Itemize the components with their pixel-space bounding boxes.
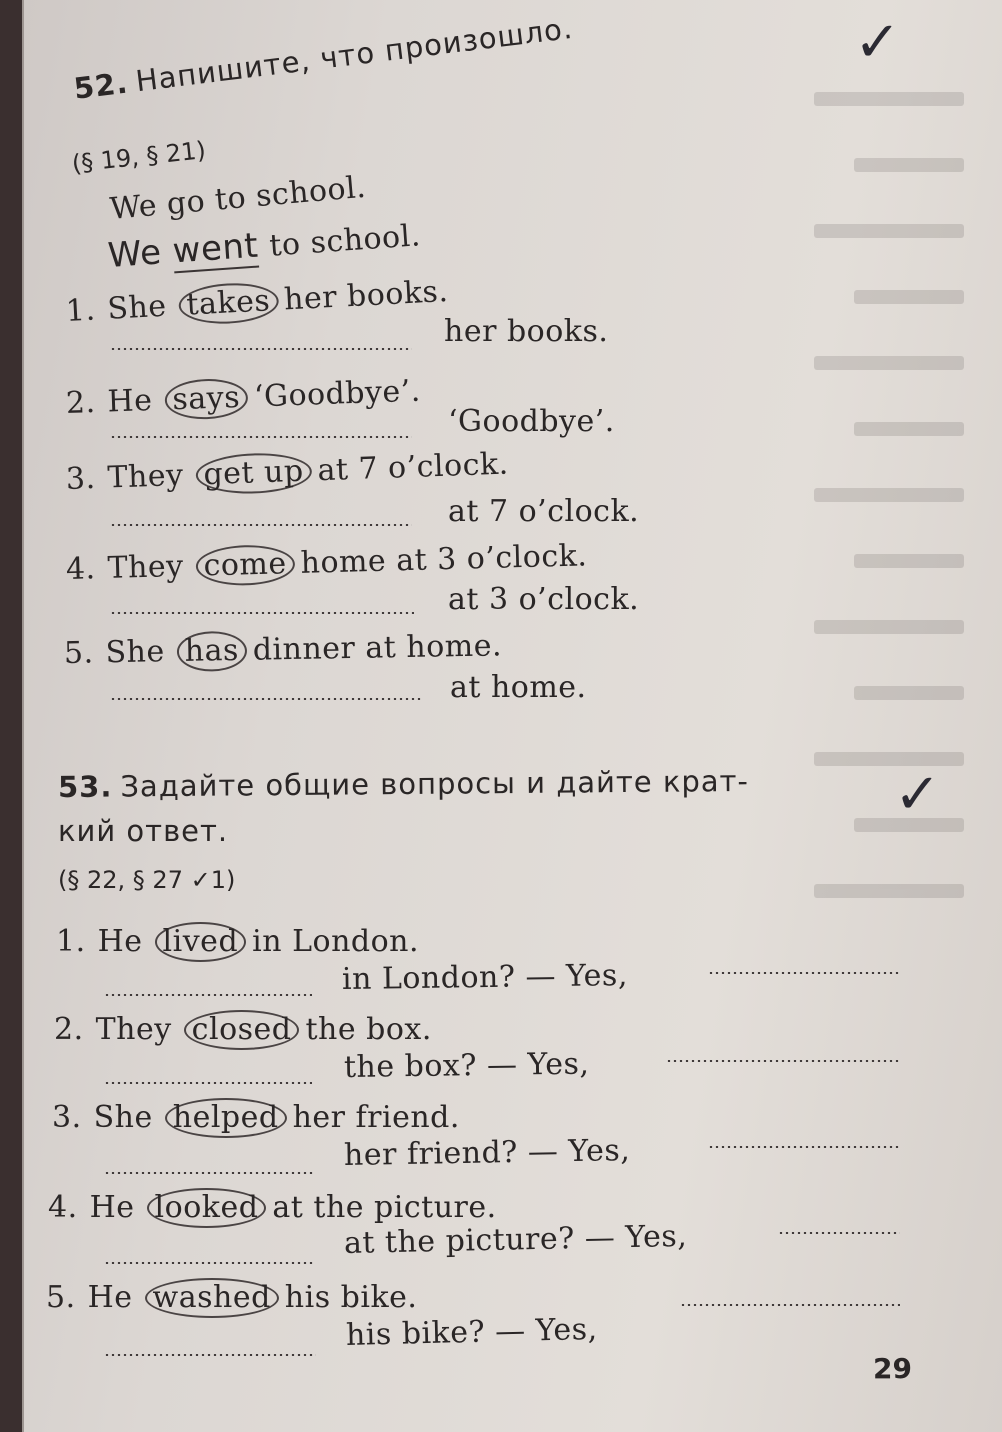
question-blank-53-4[interactable] — [104, 1262, 314, 1264]
item-subject: He — [89, 1190, 135, 1225]
item-number: 3. — [65, 460, 97, 497]
ex52-item-2 — [65, 374, 421, 424]
ex52-item-3 — [65, 447, 509, 500]
item-rest: at the picture. — [272, 1190, 497, 1225]
item-rest: the box. — [305, 1012, 432, 1047]
ex53-item-1-question-end: in London? — Yes, — [341, 958, 629, 997]
ex52-item-1 — [65, 274, 449, 332]
item-verb-circled: says — [164, 378, 249, 421]
question-blank-53-3[interactable] — [104, 1172, 314, 1174]
item-number: 3. — [52, 1100, 82, 1135]
example-rest: to school. — [268, 218, 422, 264]
item-subject: He — [106, 382, 154, 420]
short-answer-blank-53-5[interactable] — [680, 1304, 900, 1306]
item-verb-circled: has — [176, 631, 247, 672]
item-verb-circled: closed — [184, 1010, 300, 1050]
item-subject: They — [95, 1012, 172, 1047]
ex52-item-1-answer-end: her books. — [444, 314, 609, 349]
question-blank-53-2[interactable] — [104, 1082, 312, 1084]
item-subject: She — [105, 634, 166, 671]
item-subject: He — [97, 924, 143, 959]
item-rest: in London. — [252, 924, 420, 959]
answer-blank-52-3[interactable] — [110, 524, 412, 526]
ex52-item-5 — [64, 628, 503, 674]
answer-blank-52-5[interactable] — [110, 698, 422, 700]
answer-blank-52-2[interactable] — [110, 436, 412, 438]
exercise-53-title-line-2: кий ответ. — [58, 814, 229, 848]
item-number: 4. — [48, 1190, 78, 1225]
ex53-item-5 — [46, 1280, 417, 1318]
example-subject: We — [106, 232, 163, 276]
ex53-item-2 — [54, 1012, 432, 1050]
answer-blank-52-4[interactable] — [110, 612, 414, 614]
item-subject: She — [106, 288, 168, 327]
item-subject: They — [107, 548, 185, 586]
item-number: 1. — [56, 924, 86, 959]
page-number: 29 — [873, 1352, 912, 1385]
item-rest: her books. — [283, 273, 450, 318]
item-rest: his bike. — [284, 1280, 418, 1315]
ex52-item-5-answer-end: at home. — [450, 670, 587, 705]
exercise-52-number: 52. — [71, 65, 131, 106]
item-number: 2. — [54, 1012, 84, 1047]
item-verb-circled: helped — [165, 1098, 287, 1138]
item-subject: She — [93, 1100, 153, 1135]
item-subject: They — [106, 457, 185, 496]
example-verb-went: went — [171, 225, 260, 272]
ex53-item-3-question-end: her friend? — Yes, — [343, 1133, 631, 1173]
item-verb-circled: looked — [147, 1188, 267, 1228]
item-subject: He — [87, 1280, 133, 1315]
exercise-52-example-question: We go to school. — [108, 169, 368, 227]
exercise-53-heading — [58, 764, 749, 804]
ex52-item-4-answer-end: at 3 o’clock. — [448, 582, 640, 617]
item-verb-circled: takes — [178, 281, 280, 326]
item-number: 5. — [46, 1280, 76, 1315]
ex52-item-2-answer-end: ‘Goodbye’. — [448, 404, 615, 439]
item-verb-circled: come — [195, 544, 295, 587]
ex53-item-2-question-end: the box? — Yes, — [343, 1046, 590, 1085]
short-answer-blank-53-3[interactable] — [708, 1146, 900, 1148]
item-verb-circled: get up — [195, 451, 312, 495]
item-number: 5. — [63, 635, 94, 671]
answer-blank-52-1[interactable] — [110, 348, 412, 350]
exercise-53-title-line-1: Задайте общие вопросы и дайте крат- — [120, 763, 750, 804]
item-number: 1. — [65, 292, 97, 329]
ex52-item-3-answer-end: at 7 o’clock. — [448, 494, 640, 529]
exercise-53-number: 53. — [57, 769, 113, 804]
bleed-through-text — [794, 40, 984, 940]
item-verb-circled: lived — [155, 922, 247, 962]
exercise-52-reference: (§ 19, § 21) — [70, 136, 208, 178]
ex53-item-1 — [56, 924, 419, 962]
question-blank-53-5[interactable] — [104, 1354, 316, 1356]
short-answer-blank-53-1[interactable] — [708, 972, 900, 974]
item-rest: at 7 o’clock. — [316, 446, 510, 489]
checkmark-icon: ✓ — [894, 762, 941, 827]
exercise-52-heading — [72, 11, 575, 106]
ex53-item-4-question-end: at the picture? — Yes, — [343, 1218, 688, 1261]
question-blank-53-1[interactable] — [104, 994, 312, 996]
item-number: 2. — [65, 384, 97, 421]
item-number: 4. — [65, 551, 97, 587]
exercise-53-reference: (§ 22, § 27 ✓1) — [58, 866, 236, 894]
workbook-page — [22, 0, 1002, 1432]
item-rest: dinner at home. — [252, 628, 503, 668]
exercise-52-example-answer — [107, 214, 422, 276]
ex53-item-5-question-end: his bike? — Yes, — [345, 1311, 598, 1353]
short-answer-blank-53-4[interactable] — [778, 1232, 900, 1234]
item-verb-circled: washed — [145, 1278, 279, 1318]
ex53-item-3 — [52, 1100, 460, 1138]
short-answer-blank-53-2[interactable] — [666, 1060, 900, 1062]
checkmark-icon: ✓ — [854, 10, 901, 75]
ex53-item-4 — [48, 1190, 497, 1228]
exercise-52-title: Напишите, что произошло. — [133, 10, 575, 99]
item-rest: her friend. — [292, 1100, 460, 1135]
item-rest: home at 3 o’clock. — [300, 538, 588, 581]
item-rest: ‘Goodbye’. — [253, 373, 422, 415]
